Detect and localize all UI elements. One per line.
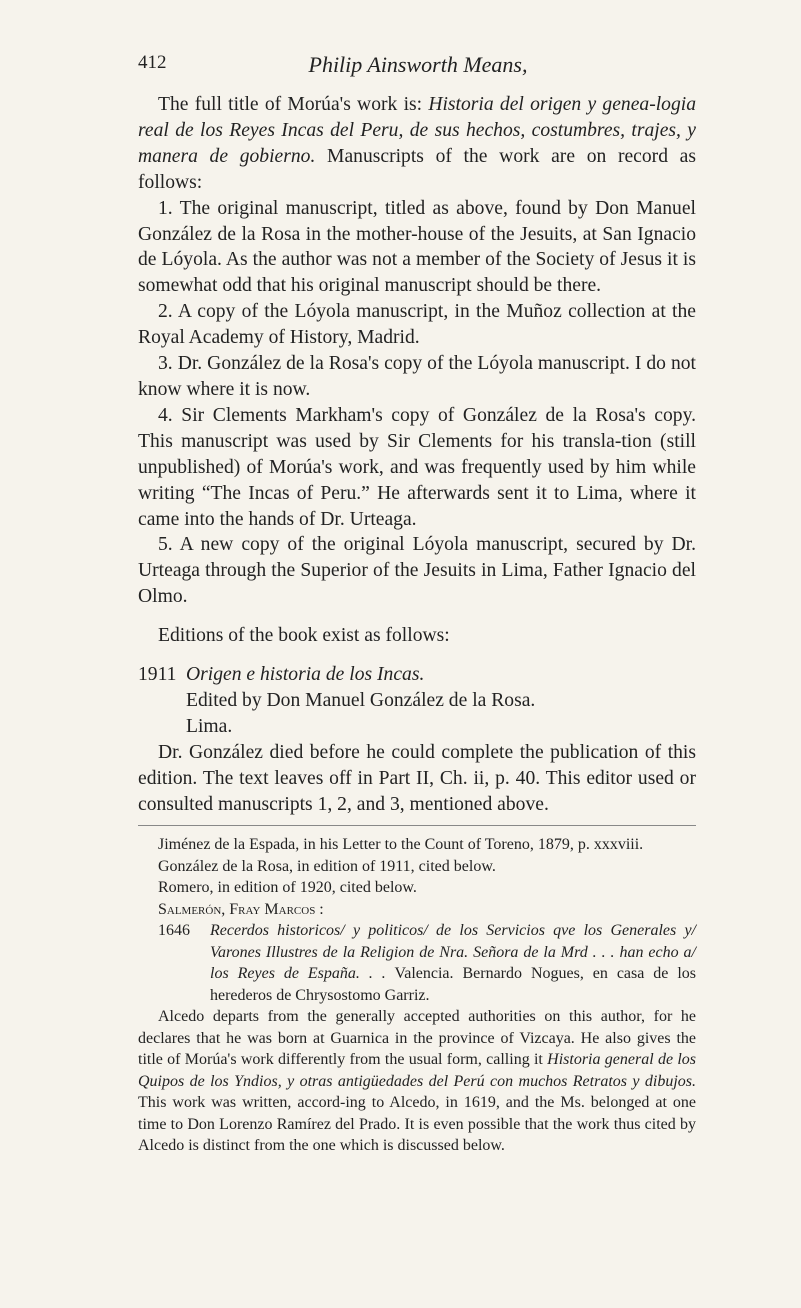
- running-head: Philip Ainsworth Means,: [308, 52, 528, 77]
- note-salmeron-text: [210, 920, 696, 1006]
- intro-text: The full title of Morúa's work is:: [158, 94, 429, 115]
- page-body: [138, 92, 696, 1157]
- note-salmeron-year: 1646: [158, 922, 190, 940]
- footnote-divider: [138, 825, 696, 826]
- note-alcedo-text: Alcedo departs from the generally accepted authorities on this author, for he declares that he was born at Guarnica in the province of Vizcaya. He also gives the title of Morúa's work differently from the usual form, calling it: [138, 1008, 696, 1069]
- page-header: [138, 52, 698, 80]
- edition-year: 1911: [138, 664, 177, 686]
- editions-heading: Editions of the book exist as follows:: [158, 625, 450, 647]
- note-salmeron-entry: [138, 920, 696, 1006]
- note-jimenez: Jiménez de la Espada, in his Letter to the Count of Toreno, 1879, p. xxxviii.: [158, 836, 644, 854]
- closing-paragraph: Dr. González died before he could complete the publication of this edition. The text leaves off in Part II, Ch. ii, p. 40. This editor used or consulted manuscripts 1, 2, and 3, mentioned above.: [138, 741, 696, 815]
- note-alcedo-title: Historia general de los Quipos de los Yndios, y otras antigüedades del Perú con muchos Retratos y dibujos.: [138, 1051, 696, 1090]
- manuscript-item-2: 2. A copy of the Lóyola manuscript, in the Muñoz collection at the Royal Academy of History, Madrid.: [138, 301, 696, 349]
- note-salmeron-publisher: Valencia. Bernardo Nogues, en casa de los herederos de Chrysostomo Garriz.: [210, 965, 697, 1004]
- note-romero: Romero, in edition of 1920, cited below.: [158, 879, 417, 897]
- work-title: Historia del origen y genea-logia real de los Reyes Incas del Peru, de sus hechos, costumbres, trajes, y manera de gobierno.: [138, 94, 696, 167]
- edition-place: Lima.: [186, 715, 233, 737]
- note-alcedo: [138, 1006, 696, 1157]
- manuscript-item-5: 5. A new copy of the original Lóyola manuscript, secured by Dr. Urteaga through the Superior of the Jesuits in Lima, Father Ignacio del Olmo.: [138, 534, 696, 608]
- edition-entry: [138, 662, 696, 740]
- manuscript-item-3: 3. Dr. González de la Rosa's copy of the Lóyola manuscript. I do not know where it is now.: [138, 353, 696, 400]
- manuscript-item-1: 1. The original manuscript, titled as above, found by Don Manuel González de la Rosa in the mother-house of the Jesuits, at San Ignacio de Lóyola. As the author was not a member of the Society of Jesus it is somewhat odd that his original manuscript should be there.: [138, 197, 696, 297]
- note-gonzalez: González de la Rosa, in edition of 1911, cited below.: [158, 857, 496, 875]
- manuscript-item-4: 4. Sir Clements Markham's copy of González de la Rosa's copy. This manuscript was used by Sir Clements for his transla-tion (still unpublished) of Morúa's work, and was frequently used by him while writing “The Incas of Peru.” He afterwards sent it to Lima, where it came into the hands of Dr. Urteaga.: [138, 404, 696, 530]
- note-salmeron-heading: Salmerón, Fray Marcos :: [158, 900, 324, 918]
- edition-editor: Edited by Don Manuel González de la Rosa.: [186, 689, 536, 711]
- note-alcedo-text-end: This work was written, accord-ing to Alcedo, in 1619, and the Ms. belonged at one time to Don Lorenzo Ramírez del Prado. It is even possible that the work thus cited by Alcedo is distinct from the one which is discussed below.: [138, 1094, 696, 1155]
- notes-section: [138, 834, 696, 1157]
- edition-title: Origen e historia de los Incas.: [186, 664, 425, 686]
- intro-text-end: Manuscripts of the work are on record as follows:: [138, 145, 696, 193]
- page-number: 412: [138, 52, 167, 73]
- intro-paragraph: [138, 92, 696, 196]
- note-salmeron-title: Recerdos historicos/ y politicos/ de los Servicios qve los Generales y/ Varones Illustres de la Religion de Nra. Señora de la Mrd . . . han echo a/ los Reyes de España. . .: [210, 922, 696, 983]
- edition-details: [186, 662, 696, 740]
